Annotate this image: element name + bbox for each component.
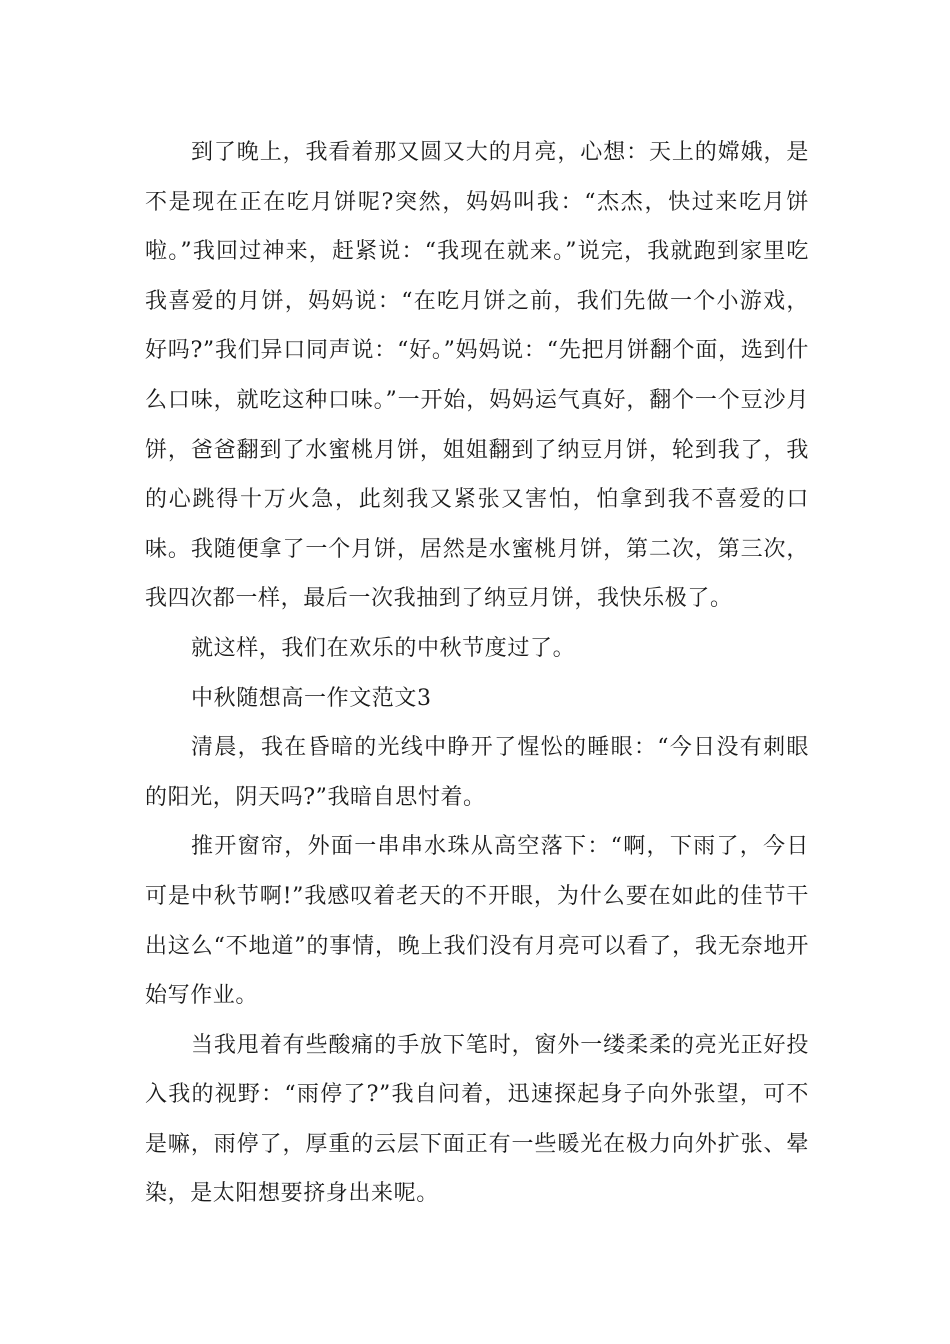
paragraph-rain-stops: 当我甩着有些酸痛的手放下笔时，窗外一缕柔柔的亮光正好投入我的视野：“雨停了?”我自问着，迅速探起身子向外张望，可不是嘛，雨停了，厚重的云层下面正有一些暖光在极力向外扩张、晕染，是太阳想要挤身出来呢。	[145, 1032, 809, 1207]
document-body	[145, 128, 809, 1219]
paragraph-conclusion: 就这样，我们在欢乐的中秋节度过了。	[191, 635, 576, 661]
paragraph-mid-autumn-evening: 到了晚上，我看着那又圆又大的月亮，心想：天上的嫦娥，是不是现在正在吃月饼呢?突然，妈妈叫我：“杰杰，快过来吃月饼啦。”我回过神来，赶紧说：“我现在就来。”说完，我就跑到家里吃我喜爱的月饼，妈妈说：“在吃月饼之前，我们先做一个小游戏，好吗?”我们异口同声说：“好。”妈妈说：“先把月饼翻个面，选到什么口味，就吃这种口味。”一开始，妈妈运气真好，翻个一个豆沙月饼，爸爸翻到了水蜜桃月饼，姐姐翻到了纳豆月饼，轮到我了，我的心跳得十万火急，此刻我又紧张又害怕，怕拿到我不喜爱的口味。我随便拿了一个月饼，居然是水蜜桃月饼，第二次，第三次，我四次都一样，最后一次我抽到了纳豆月饼，我快乐极了。	[145, 140, 809, 612]
paragraph-morning: 清晨，我在昏暗的光线中睁开了惺忪的睡眼：“今日没有刺眼的阳光，阴天吗?”我暗自思忖着。	[145, 735, 809, 810]
paragraph-rain: 推开窗帘，外面一串串水珠从高空落下：“啊，下雨了，今日可是中秋节啊!”我感叹着老天的不开眼，为什么要在如此的佳节干出这么“不地道”的事情，晚上我们没有月亮可以看了，我无奈地开始写作业。	[145, 834, 809, 1009]
section-title: 中秋随想高一作文范文3	[191, 685, 432, 711]
